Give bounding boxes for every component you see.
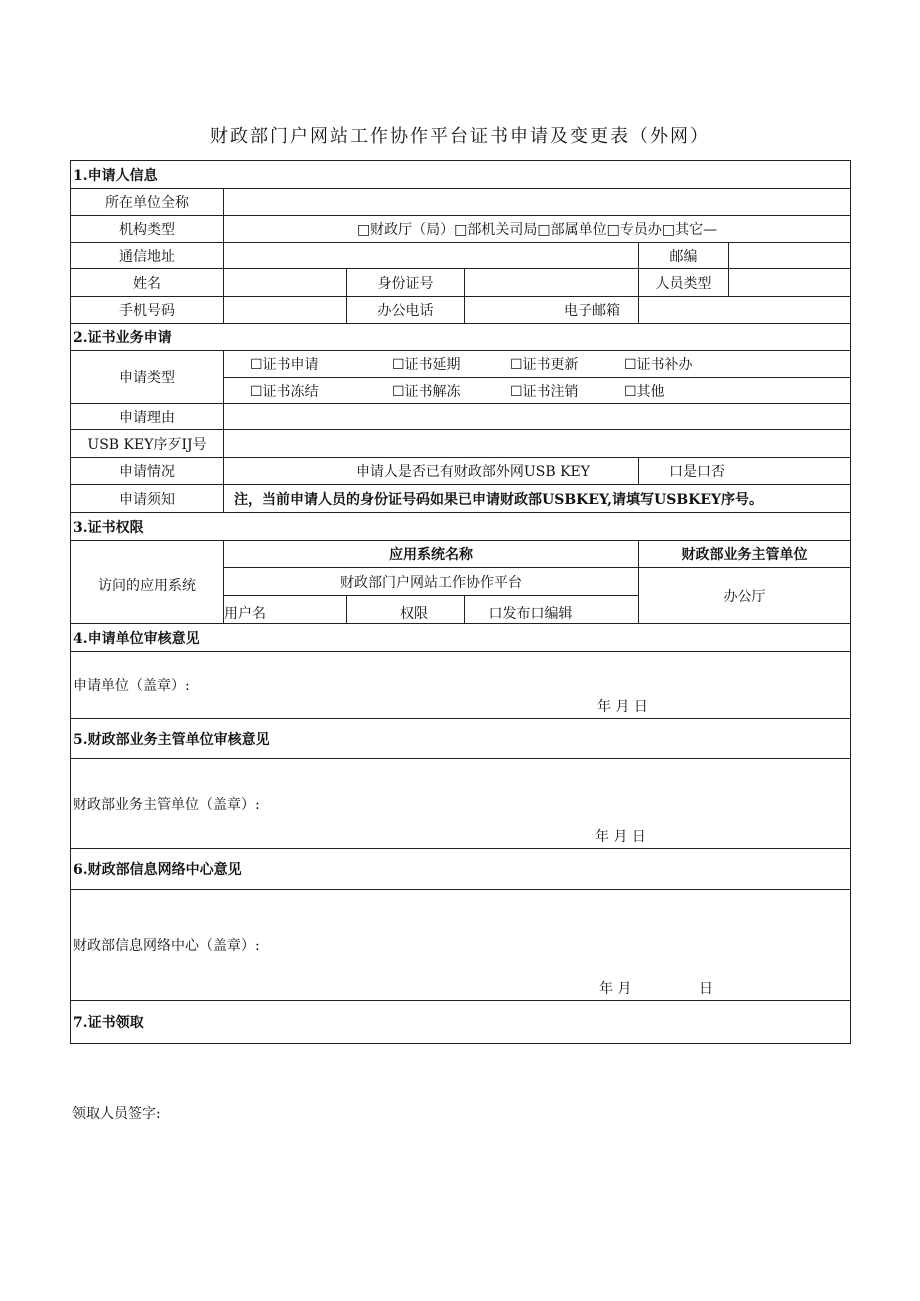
reason-field[interactable] <box>224 404 851 430</box>
status-question: 申请人是否已有财政部外网USB KEY <box>224 458 639 485</box>
section-dept-review: 5.财政部业务主管单位审核意见 <box>71 719 851 759</box>
org-type-label: 机构类型 <box>71 216 224 243</box>
app-name-header: 应用系统名称 <box>224 541 639 568</box>
section-applicant-info: 1.申请人信息 <box>71 161 851 189</box>
option-cert-extend[interactable]: ☐证书延期 <box>392 357 461 373</box>
dept-header: 财政部业务主管单位 <box>639 541 851 568</box>
address-label: 通信地址 <box>71 243 224 269</box>
postcode-field[interactable] <box>729 243 851 269</box>
username-label: 用户名 <box>224 596 347 624</box>
form-title: 财政部门户网站工作协作平台证书申请及变更表（外网） <box>210 126 710 147</box>
mobile-label: 手机号码 <box>71 297 224 324</box>
notice-label: 申请须知 <box>71 485 224 513</box>
network-center-date: 年 月 <box>599 981 632 997</box>
section-applicant-review: 4.申请单位审核意见 <box>71 624 851 652</box>
dept-value: 办公厅 <box>639 568 851 624</box>
network-center-seal-label: 财政部信息网络中心（盖章）: <box>73 938 260 954</box>
person-type-field[interactable] <box>729 269 851 297</box>
option-cert-update[interactable]: ☐证书更新 <box>510 357 579 373</box>
org-name-field[interactable] <box>224 189 851 216</box>
usbkey-serial-field[interactable] <box>224 430 851 458</box>
notice-text: 注，当前申请人员的身份证号码如果已申请财政部USBKEY,请填写USBKEY序号。 <box>224 485 851 513</box>
applicant-seal-label: 申请单位（盖章）: <box>73 678 190 694</box>
section-cert-pickup: 7.证书领取 <box>71 1001 851 1044</box>
option-cert-unfreeze[interactable]: ☐证书解冻 <box>392 383 461 400</box>
rights-label: 权限 <box>347 596 465 624</box>
option-cert-revoke[interactable]: ☐证书注销 <box>510 383 579 400</box>
usbkey-serial-label: USB KEY序歹IJ号 <box>71 430 224 458</box>
apply-type-row-2 <box>224 378 851 404</box>
section-network-center: 6.财政部信息网络中心意见 <box>71 849 851 890</box>
network-center-box[interactable] <box>71 890 851 1001</box>
org-name-label: 所在单位全称 <box>71 189 224 216</box>
status-yes-no-options[interactable]: 口是口否 <box>639 458 851 485</box>
section-cert-business: 2.证书业务申请 <box>71 324 851 351</box>
app-system-label: 访问的应用系统 <box>71 541 224 624</box>
pickup-signature-label: 领取人员签字: <box>72 1106 161 1122</box>
email-field[interactable] <box>639 297 851 324</box>
application-form <box>70 160 851 1044</box>
dept-review-box[interactable] <box>71 759 851 849</box>
reason-label: 申请理由 <box>71 404 224 430</box>
apply-type-label: 申请类型 <box>71 351 224 404</box>
office-phone-label: 办公电话 <box>347 297 465 324</box>
apply-type-row-1 <box>224 351 851 378</box>
option-other[interactable]: ☐其他 <box>624 383 665 400</box>
name-label: 姓名 <box>71 269 224 297</box>
applicant-review-box[interactable] <box>71 652 851 719</box>
option-cert-reissue[interactable]: ☐证书补办 <box>624 357 693 373</box>
status-label: 申请情况 <box>71 458 224 485</box>
dept-review-date: 年 月 日 <box>595 829 646 845</box>
applicant-review-date: 年 月 日 <box>597 699 648 715</box>
option-cert-freeze[interactable]: ☐证书冻结 <box>250 383 319 400</box>
postcode-label: 邮编 <box>639 243 729 269</box>
option-cert-apply[interactable]: ☐证书申请 <box>250 357 319 373</box>
name-field[interactable] <box>224 269 347 297</box>
person-type-label: 人员类型 <box>639 269 729 297</box>
id-number-label: 身份证号 <box>347 269 465 297</box>
platform-name: 财政部门户网站工作协作平台 <box>224 568 639 596</box>
rights-options[interactable]: 口发布口编辑 <box>465 596 639 624</box>
network-center-date-day: 日 <box>699 981 713 997</box>
dept-seal-label: 财政部业务主管单位（盖章）: <box>73 796 260 813</box>
address-field[interactable] <box>224 243 639 269</box>
section-cert-permission: 3.证书权限 <box>71 513 851 541</box>
id-number-field[interactable] <box>465 269 639 297</box>
org-type-options[interactable]: □财政厅（局）□部机关司局□部属单位□专员办□其它— <box>224 216 851 243</box>
email-label: 电子邮箱 <box>465 297 639 324</box>
mobile-field[interactable] <box>224 297 347 324</box>
